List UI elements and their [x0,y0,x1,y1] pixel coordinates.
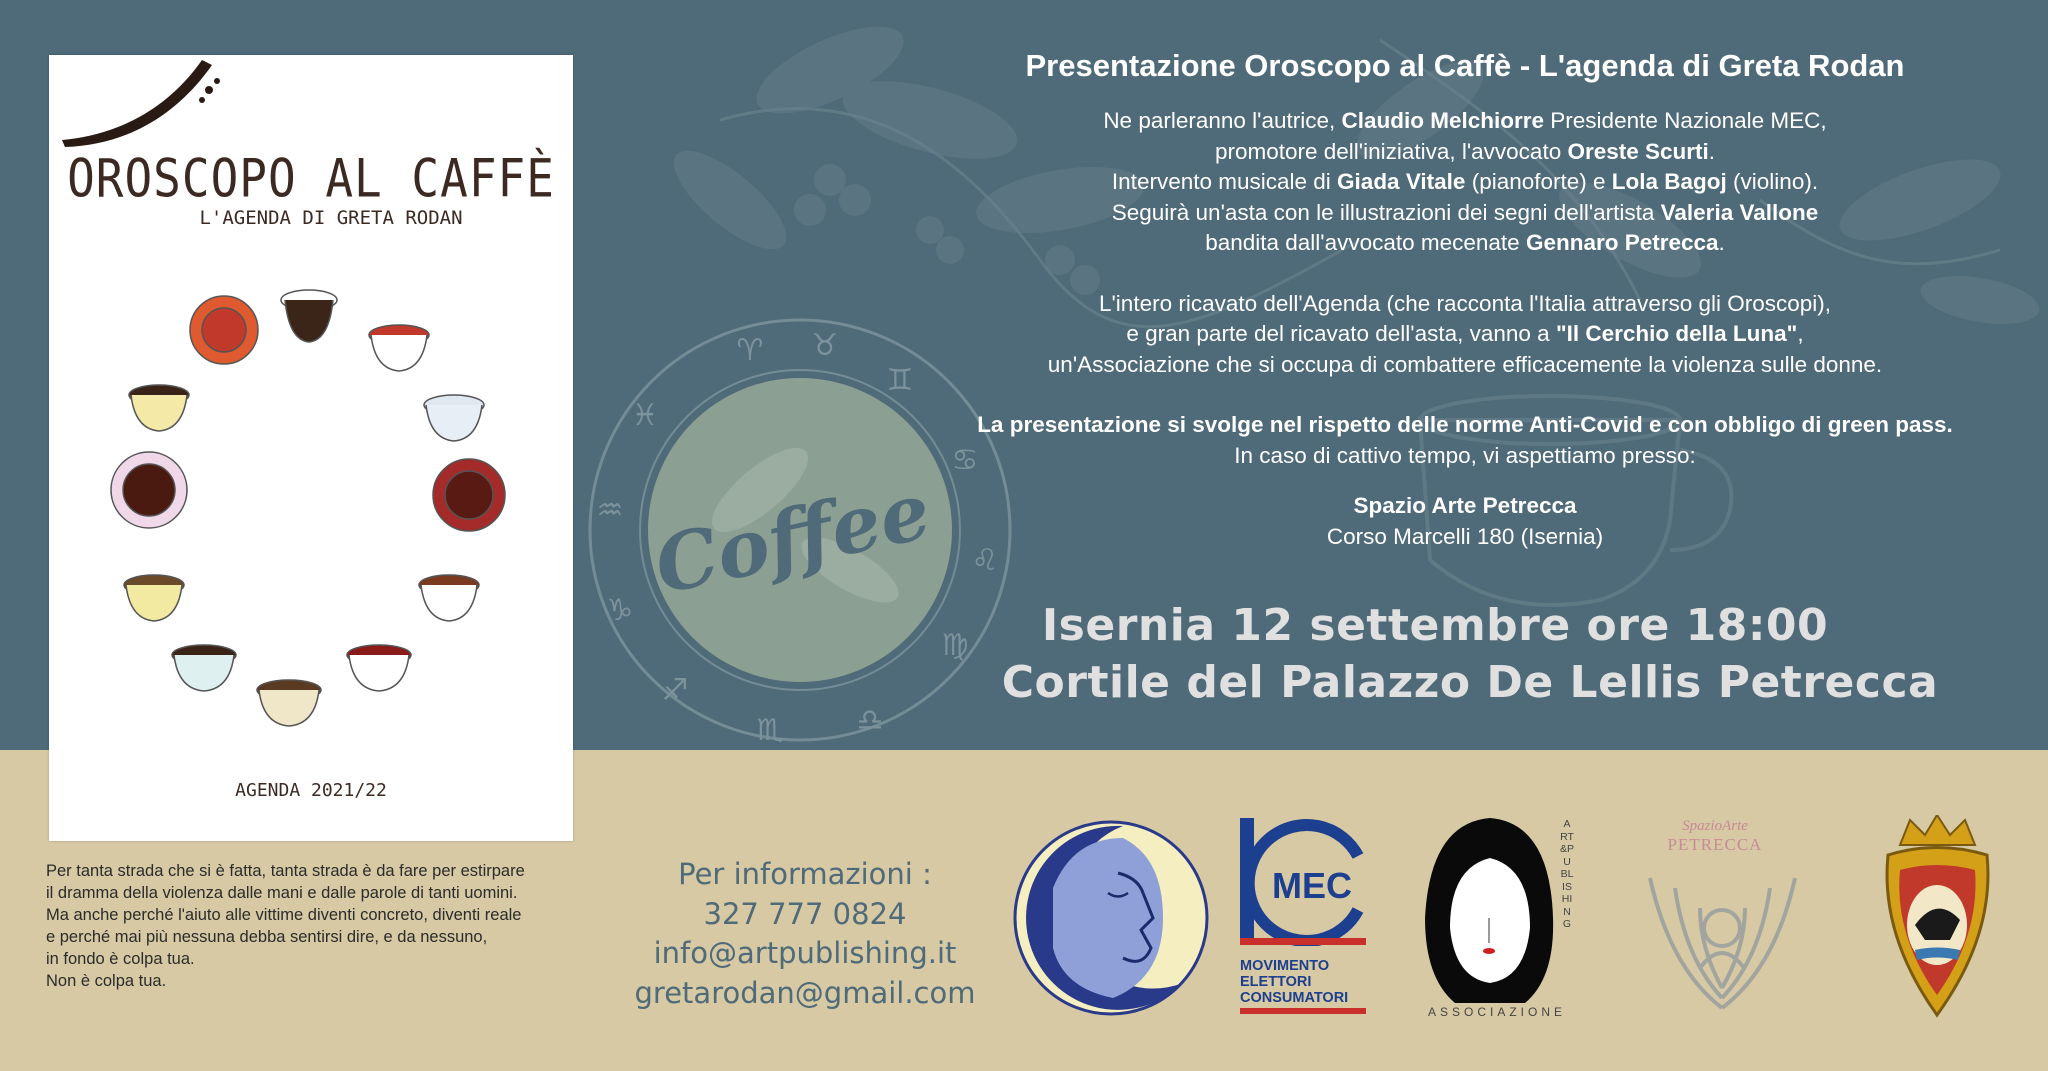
info-phone[interactable]: 327 777 0824 [703,896,907,931]
mec-acronym: MEC [1272,865,1352,906]
mec-logo [1240,818,1370,946]
svg-text:♋: ♋ [951,443,979,478]
event-date-line: Isernia 12 settembre ore 18:00 [1041,600,1829,651]
zodiac-cups-illustration [109,265,509,735]
art-publishing-logo [1425,818,1555,1003]
svg-text:♒: ♒ [596,493,624,528]
info-label: Per informazioni : [678,857,932,891]
cover-agenda-year: AGENDA 2021/22 [235,780,387,801]
spazio-arte-label: SpazioArte PETRECCA [1667,818,1763,854]
book-cover [49,55,573,841]
event-headline: Presentazione Oroscopo al Caffè - L'agenda di Greta Rodan [1025,48,1905,83]
event-place-line: Cortile del Palazzo De Lellis Petrecca [1001,657,1939,708]
covid-paragraph: La presentazione si svolge nel rispetto delle norme Anti-Covid e con obbligo di green pass. In caso di cattivo tempo, vi aspettiamo presso: [977,412,1953,468]
venue-address: Corso Marcelli 180 (Isernia) [1326,523,1604,549]
fallback-venue [905,491,2025,552]
svg-text:♑: ♑ [606,593,634,628]
svg-text:♈: ♈ [736,333,764,368]
svg-text:♐: ♐ [661,673,689,708]
cover-subtitle: L'AGENDA DI GRETA RODAN [199,207,463,229]
venue-name: Spazio Arte Petrecca [1353,493,1577,518]
svg-text:♌: ♌ [971,543,999,578]
svg-text:♊: ♊ [886,363,914,398]
svg-text:♍: ♍ [941,628,969,663]
svg-text:♉: ♉ [811,328,839,363]
coffee-splash-icon [57,55,237,150]
coffee-script-word: Coffee [647,465,938,613]
cover-title: OROSCOPO AL CAFFÈ [67,146,555,210]
isernia-coat-of-arms [1880,815,1995,1020]
svg-text:♏: ♏ [756,713,784,748]
quote-text: Per tanta strada che si è fatta, tanta strada è da fare per estirpare il dramma della violenza dalle mani e dalle parole di tanti uomini. Ma anche perché l'aiuto alle vittime diventi concreto, diventi reale e perché mai più nessuna debba sentirsi dire, e da nessuno, in fondo è colpa tua. Non è colpa tua. [46,862,525,990]
proceeds-paragraph: L'intero ricavato dell'Agenda (che racconta l'Italia attraverso gli Oroscopi), e gran parte del ricavato dell'asta, vanno a "Il Cerchio della Luna", un'Associazione che si occupa di combattere efficacemente la violenza sulle donne. [1047,290,1883,377]
info-email-2[interactable]: gretarodan@gmail.com [634,975,976,1010]
contact-info [615,855,995,1013]
cerchio-della-luna-logo [1013,818,1209,1018]
info-email-1[interactable]: info@artpublishing.it [653,936,957,970]
assoc-vertical-text: ART&PUBLISHING [1560,818,1575,930]
mec-name: MOVIMENTO ELETTORI CONSUMATORI [1240,958,1366,1014]
event-description [905,40,2025,552]
assoc-label: ASSOCIAZIONE [1428,1005,1567,1019]
svg-text:♎: ♎ [856,703,884,738]
speakers-paragraph: Ne parleranno l'autrice, Claudio Melchiorre Presidente Nazionale MEC, promotore dell'iniziativa, l'avvocato Oreste Scurti. Intervento musicale di Giada Vitale (pianoforte) e Lola Bagoj (violino). Seguirà un'asta con le illustrazioni dei segni dell'artista Valeria Vallone bandita dall'avvocato mecenate Gennaro Petrecca. [1103,108,1827,255]
svg-text:♓: ♓ [631,398,659,433]
